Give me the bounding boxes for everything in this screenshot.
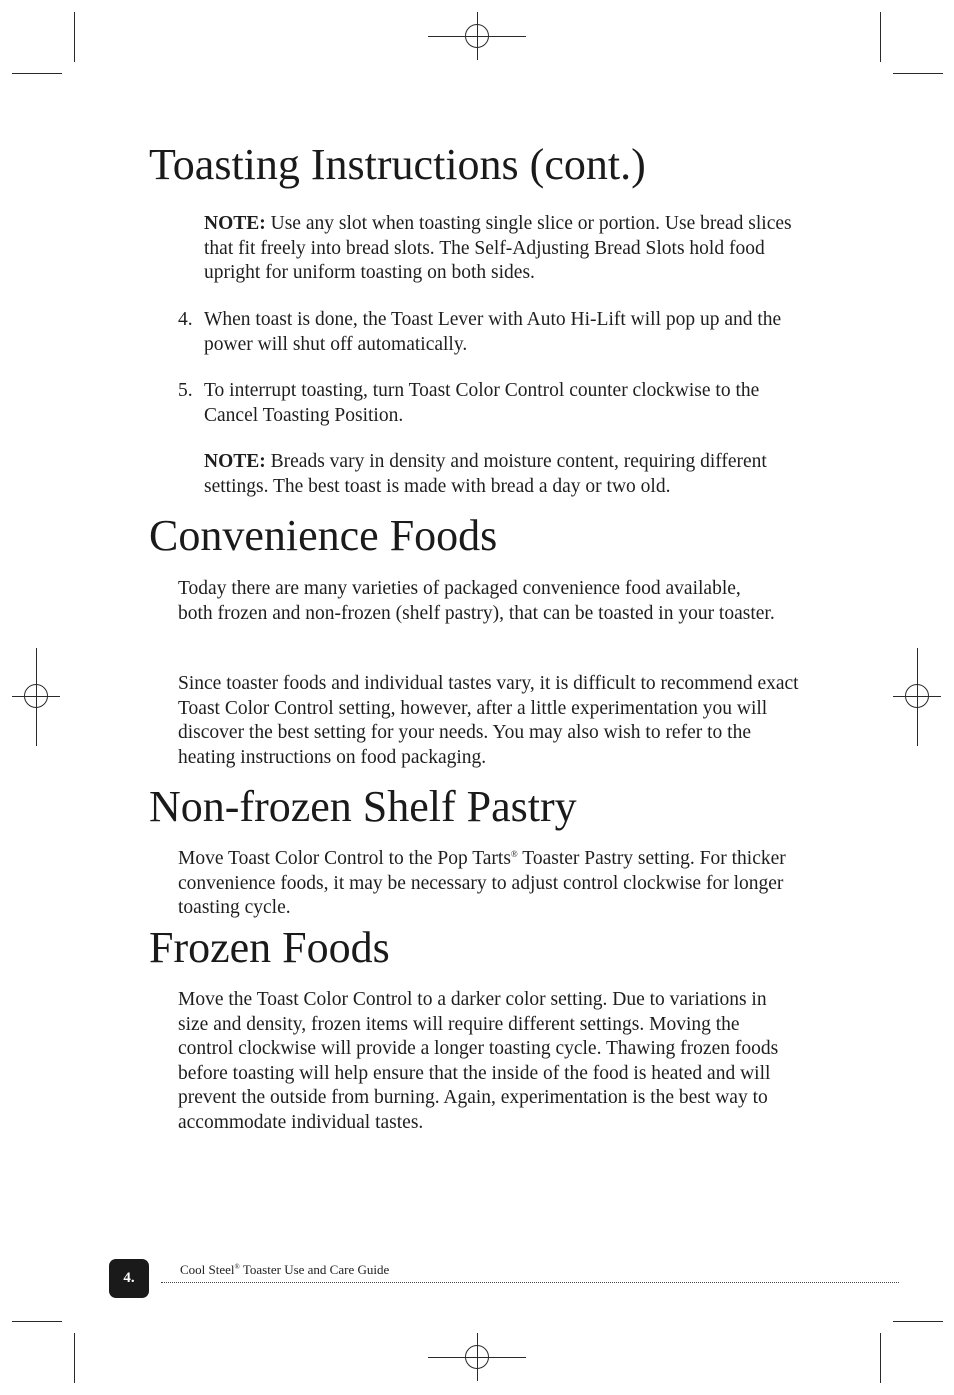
paragraph: Move the Toast Color Control to a darker color setting. Due to variations in size and density, frozen items will require different settings. Moving the control clockwise will provide a longer toasting cycle. Thawing frozen foods before toasting will help ensure that the inside of the food is heated and will prevent the outside from burning. Again, experimentation is the best way to accommodate individual tastes. xyxy=(178,989,779,1133)
footer-title xyxy=(180,1262,389,1278)
registered-mark: ® xyxy=(510,849,518,859)
crop-mark xyxy=(74,12,75,62)
heading-toasting-instructions: Toasting Instructions (cont.) xyxy=(149,140,646,189)
paragraph: Today there are many varieties of packaged convenience food available, both frozen and non-frozen (shelf pastry), that can be toasted in your toaster. xyxy=(178,578,775,624)
heading-non-frozen-shelf-pastry: Non-frozen Shelf Pastry xyxy=(149,782,577,831)
heading-convenience-foods: Convenience Foods xyxy=(149,511,498,560)
paragraph xyxy=(178,847,798,921)
step-number: 4. xyxy=(178,309,193,330)
note-label: NOTE: xyxy=(204,213,266,234)
crop-mark xyxy=(880,12,881,62)
footer-title-text: Toaster Use and Care Guide xyxy=(239,1262,390,1277)
step-text: When toast is done, the Toast Lever with Auto Hi-Lift will pop up and the power will shut off automatically. xyxy=(204,309,782,355)
heading-frozen-foods: Frozen Foods xyxy=(149,923,390,972)
footer-dotted-rule xyxy=(161,1282,899,1283)
crop-mark xyxy=(893,73,943,74)
registered-mark: ® xyxy=(234,1263,240,1271)
paragraph: Since toaster foods and individual tastes vary, it is difficult to recommend exact Toast Color Control setting, however, after a little experimentation you will discover the best setting for your needs. You may also wish to refer to the heating instructions on food packaging. xyxy=(178,673,799,768)
page-number-badge: 4. xyxy=(109,1259,149,1298)
note-slots xyxy=(204,212,804,286)
note-breads xyxy=(204,450,804,499)
step-text: To interrupt toasting, turn Toast Color Control counter clockwise to the Cancel Toasting Position. xyxy=(204,380,760,426)
note-text: Use any slot when toasting single slice or portion. Use bread slices that fit freely into bread slots. The Self-Adjusting Bread Slots hold food upright for uniform toasting on both sides. xyxy=(204,213,792,283)
paragraph-text: Move Toast Color Control to the Pop Tarts xyxy=(178,848,511,869)
note-label: NOTE: xyxy=(204,451,266,472)
paragraph-text: Toaster Pastry setting. For thicker convenience foods, it may be necessary to adjust control clockwise for longer toasting cycle. xyxy=(178,848,786,918)
note-text: Breads vary in density and moisture content, requiring different settings. The best toast is made with bread a day or two old. xyxy=(204,451,767,497)
crop-mark xyxy=(12,1321,62,1322)
step-number: 5. xyxy=(178,380,193,401)
crop-mark xyxy=(880,1333,881,1383)
footer-title-text: Cool Steel xyxy=(180,1262,235,1277)
crop-mark xyxy=(74,1333,75,1383)
crop-mark xyxy=(12,73,62,74)
crop-mark xyxy=(893,1321,943,1322)
